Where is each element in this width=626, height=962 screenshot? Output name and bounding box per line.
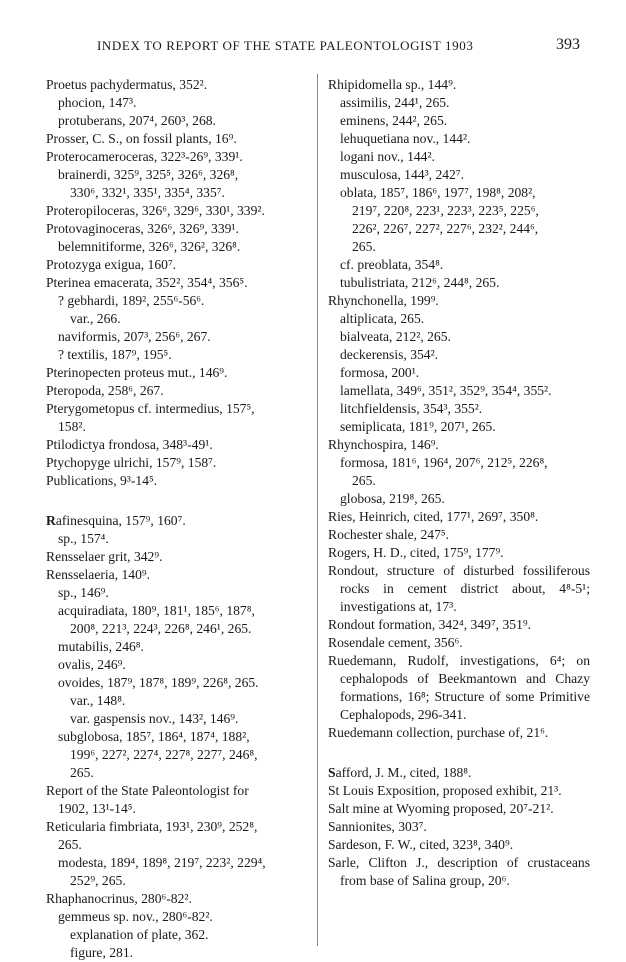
index-entry: semiplicata, 181⁹, 207¹, 265. [340,419,496,434]
index-entry: modesta, 189⁴, 189⁸, 219⁷, 223², 229⁴, [58,855,266,870]
index-entry: Salt mine at Wyoming proposed, 20⁷-21². [328,801,554,816]
page-header [0,36,626,58]
index-entry: 199⁶, 227², 227⁴, 227⁸, 227⁷, 246⁸, [70,747,258,762]
index-entry: Ptychopyge ulrichi, 157⁹, 158⁷. [46,455,217,470]
index-entry: Safford, J. M., cited, 188⁸. [328,765,472,780]
index-entry: lamellata, 349⁶, 351², 352⁹, 354⁴, 355². [340,383,552,398]
index-entry: ? gebhardi, 189², 255⁶-56⁶. [58,293,205,308]
index-entry: mutabilis, 246⁸. [58,639,144,654]
index-entry: Rhipidomella sp., 144⁹. [328,77,457,92]
index-entry: Rafinesquina, 157⁹, 160⁷. [46,513,186,528]
index-entry: logani nov., 144². [340,149,435,164]
index-entry: subglobosa, 185⁷, 186⁴, 187⁴, 188², [58,729,250,744]
index-entry: ovoides, 187⁹, 187⁸, 189⁹, 226⁸, 265. [58,675,259,690]
index-entry: var., 148⁸. [70,693,126,708]
index-entry: Sannionites, 303⁷. [328,819,427,834]
index-entry: Pterinopecten proteus mut., 146⁹. [46,365,228,380]
index-entry: Rhynchospira, 146⁹. [328,437,439,452]
index-entry: explanation of plate, 362. [70,927,209,942]
index-entry: Pterinea emacerata, 352², 354⁴, 356⁵. [46,275,248,290]
index-entry: var., 266. [70,311,121,326]
index-entry: protuberans, 207⁴, 260³, 268. [58,113,216,128]
index-entry: 219⁷, 220⁸, 223¹, 223³, 223⁵, 225⁶, [352,203,539,218]
running-title: INDEX TO REPORT OF THE STATE PALEONTOLOGIST 1903 [97,38,474,53]
section-gap [46,490,308,512]
index-entry: Report of the State Paleontologist for [46,783,249,798]
index-entry: Rhaphanocrinus, 280⁶-82². [46,891,192,906]
index-entry: phocion, 147³. [58,95,137,110]
index-entry: gemmeus sp. nov., 280⁶-82². [58,909,213,924]
index-entry: Sarle, Clifton J., description of crustaceans from base of Salina group, 20⁶. [328,855,590,888]
index-entry: musculosa, 144³, 242⁷. [340,167,464,182]
index-entry: 252⁹, 265. [70,873,126,888]
page-number: 393 [556,36,580,53]
index-entry: 265. [70,765,94,780]
index-column-left [46,76,308,962]
index-entry: var. gaspensis nov., 143², 146⁹. [70,711,239,726]
index-entry: 265. [58,837,82,852]
index-entry: 265. [352,239,376,254]
index-entry: St Louis Exposition, proposed exhibit, 21³. [328,783,562,798]
index-entry: Pteropoda, 258⁶, 267. [46,383,164,398]
index-entry: Protovaginoceras, 326⁶, 326⁹, 339¹. [46,221,239,236]
index-entry: cf. preoblata, 354⁸. [340,257,444,272]
index-entry: 1902, 13¹-14⁵. [58,801,136,816]
index-entry: assimilis, 244¹, 265. [340,95,450,110]
index-entry: belemnitiforme, 326⁶, 326², 326⁸. [58,239,241,254]
index-column-right [328,76,590,890]
index-entry: Rensselaer grit, 342⁹. [46,549,163,564]
index-entry: Publications, 9³-14⁵. [46,473,158,488]
index-entry: litchfieldensis, 354³, 355². [340,401,483,416]
index-entry: Rhynchonella, 199⁹. [328,293,439,308]
index-entry: sp., 157⁴. [58,531,109,546]
index-entry: 200⁸, 221³, 224³, 226⁸, 246¹, 265. [70,621,252,636]
index-entry: Prosser, C. S., on fossil plants, 16⁹. [46,131,237,146]
index-entry: Rensselaeria, 140⁹. [46,567,151,582]
index-entry: naviformis, 207³, 256⁶, 267. [58,329,211,344]
index-entry: 265. [352,473,376,488]
index-entry: Ptilodictya frondosa, 348³-49¹. [46,437,213,452]
index-entry: Protozyga exigua, 160⁷. [46,257,177,272]
index-entry: Pterygometopus cf. intermedius, 157⁵, [46,401,255,416]
index-entry: Proterocameroceras, 322³-26⁹, 339¹. [46,149,243,164]
index-entry: 330⁶, 332¹, 335¹, 335⁴, 335⁷. [70,185,225,200]
index-entry: Rondout formation, 342⁴, 349⁷, 351⁹. [328,617,532,632]
index-entry: sp., 146⁹. [58,585,109,600]
index-entry: Proetus pachydermatus, 352². [46,77,208,92]
index-entry: Sardeson, F. W., cited, 323⁸, 340⁹. [328,837,514,852]
index-entry: 226², 226⁷, 227², 227⁶, 232², 244⁶, [352,221,539,236]
index-entry: lehuquetiana nov., 144². [340,131,471,146]
index-entry: Ruedemann collection, purchase of, 21⁶. [328,725,549,740]
index-entry: eminens, 244², 265. [340,113,448,128]
index-entry: deckerensis, 354². [340,347,439,362]
index-entry: formosa, 200¹. [340,365,420,380]
index-entry: oblata, 185⁷, 186⁶, 197⁷, 198⁸, 208², [340,185,536,200]
index-entry: ovalis, 246⁹. [58,657,126,672]
index-entry: figure, 281. [70,945,134,960]
index-entry: formosa, 181⁶, 196⁴, 207⁶, 212⁵, 226⁸, [340,455,548,470]
index-entry: ? textilis, 187⁹, 195⁵. [58,347,172,362]
index-entry: bialveata, 212², 265. [340,329,451,344]
index-entry: acquiradiata, 180⁹, 181¹, 185⁶, 187⁸, [58,603,255,618]
index-entry: Rochester shale, 247⁵. [328,527,450,542]
index-entry: Rondout, structure of disturbed fossiliferous rocks in cement district about, 4⁸-5¹; investigations at, 17³. [328,563,590,614]
index-entry: Rogers, H. D., cited, 175⁹, 177⁹. [328,545,504,560]
index-entry: brainerdi, 325⁹, 325⁵, 326⁶, 326⁸, [58,167,239,182]
index-entry: altiplicata, 265. [340,311,425,326]
column-divider [317,74,318,946]
index-entry: Proteropiloceras, 326⁶, 329⁶, 330¹, 339². [46,203,265,218]
index-entry: tubulistriata, 212⁶, 244⁸, 265. [340,275,500,290]
index-entry: globosa, 219⁸, 265. [340,491,445,506]
section-gap [328,742,590,764]
index-entry: Ruedemann, Rudolf, investigations, 6⁴; on cephalopods of Beekmantown and Chazy formations, 16⁸; Structure of some Primitive Cephalopods, 296-341. [328,653,590,722]
index-entry: 158². [58,419,86,434]
index-entry: Reticularia fimbriata, 193¹, 230⁹, 252⁸, [46,819,258,834]
index-entry: Ries, Heinrich, cited, 177¹, 269⁷, 350⁸. [328,509,539,524]
index-entry: Rosendale cement, 356⁶. [328,635,463,650]
